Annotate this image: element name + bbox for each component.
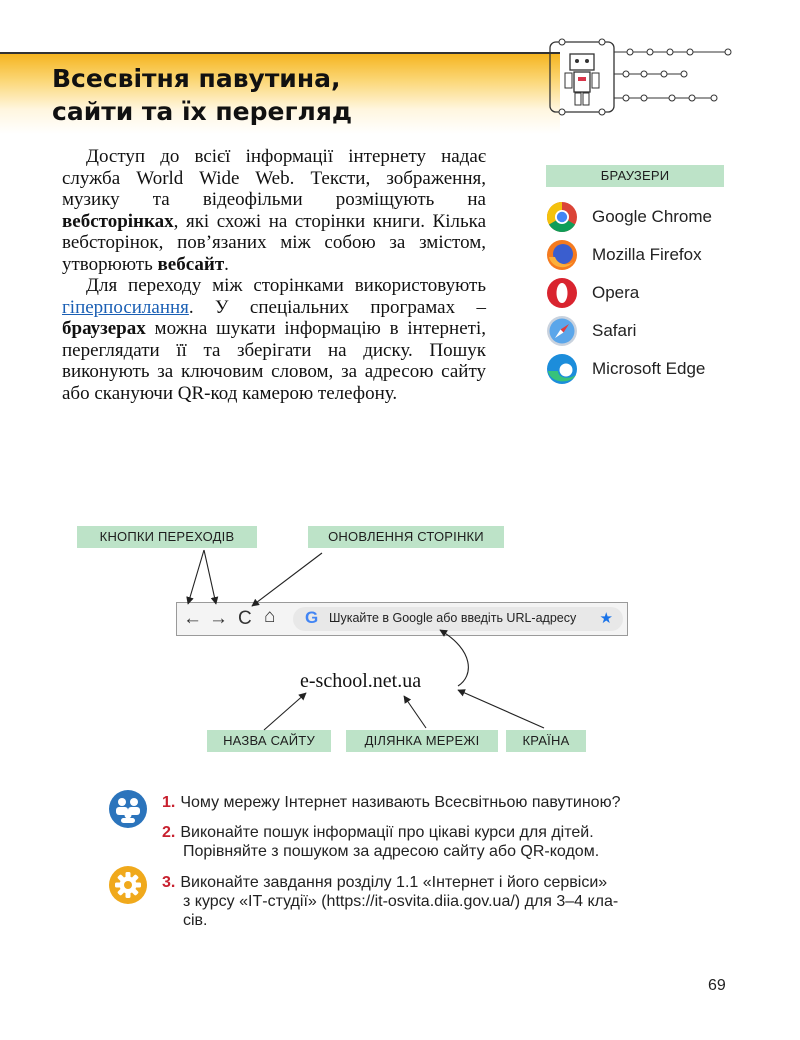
title-line-2: сайти та їх перегляд — [52, 97, 353, 126]
address-placeholder: Шукайте в Google або введіть URL-адресу — [329, 611, 577, 625]
question-3: 3. Виконайте завдання розділу 1.1 «Інтернет і його сервіси» з курсу «ІТ-студії» (https://it-osvita.diia.gov.ua/) для 3–4 кла- сів. — [162, 874, 619, 929]
term-browsers: браузерах — [62, 318, 146, 339]
google-icon: G — [305, 608, 319, 627]
hyperlinks-link[interactable]: гіперпосилання — [62, 296, 189, 318]
home-icon[interactable]: ⌂ — [264, 606, 276, 627]
gear-icon — [108, 865, 148, 905]
browser-name: Google Chrome — [592, 207, 713, 226]
reload-icon[interactable]: C — [238, 608, 252, 629]
browser-name: Mozilla Firefox — [592, 245, 702, 264]
label-nav-buttons: КНОПКИ ПЕРЕХОДІВ — [77, 526, 257, 548]
term-webpages: вебсторінках — [62, 210, 174, 232]
label-network-zone: ДІЛЯНКА МЕРЕЖІ — [346, 730, 498, 752]
forward-arrow-icon[interactable]: → — [209, 608, 228, 629]
question-1: 1. Чому мережу Інтернет називають Всесвітньою павутиною? — [162, 794, 621, 811]
paragraph-2: Для переходу між сторінками використовують гіперпосилання. У спеціальних програмах – браузерах можна шукати інформацію в інтернеті, переглядати її та зберігати на диску. Пошук виконують за ключовим словом, за адресою сайту або скануючи QR-код камерою телефону. — [62, 275, 486, 404]
label-site-name: НАЗВА САЙТУ — [207, 730, 331, 752]
label-country: КРАЇНА — [506, 730, 586, 752]
group-discussion-icon — [108, 789, 148, 829]
browser-name: Microsoft Edge — [592, 359, 706, 378]
browser-name: Opera — [592, 283, 640, 302]
label-refresh: ОНОВЛЕННЯ СТОРІНКИ — [308, 526, 504, 548]
term-website: вебсайт — [157, 253, 225, 275]
page-number: 69 — [708, 977, 726, 994]
back-arrow-icon[interactable]: ← — [183, 608, 202, 629]
browser-name: Safari — [592, 321, 637, 340]
question-2: 2. Виконайте пошук інформації про цікаві курси для дітей. Порівняйте з пошуком за адресою сайту або QR-кодом. — [162, 824, 600, 860]
bookmark-star-icon[interactable]: ★ — [599, 610, 613, 627]
example-domain: e-school.net.ua — [300, 670, 422, 692]
paragraph-1: Доступ до всієї інформації інтернету надає служба World Wide Web. Тексти, зображення, музику та відеофільми розміщують на вебсторінках, які схожі на сторінки книги. Кілька вебсторінок, пов’язаних між собою за змістом, утворюють вебсайт. — [62, 146, 486, 275]
browsers-heading: БРАУЗЕРИ — [546, 165, 724, 187]
title-line-1: Всесвітня павутина, — [52, 64, 341, 93]
